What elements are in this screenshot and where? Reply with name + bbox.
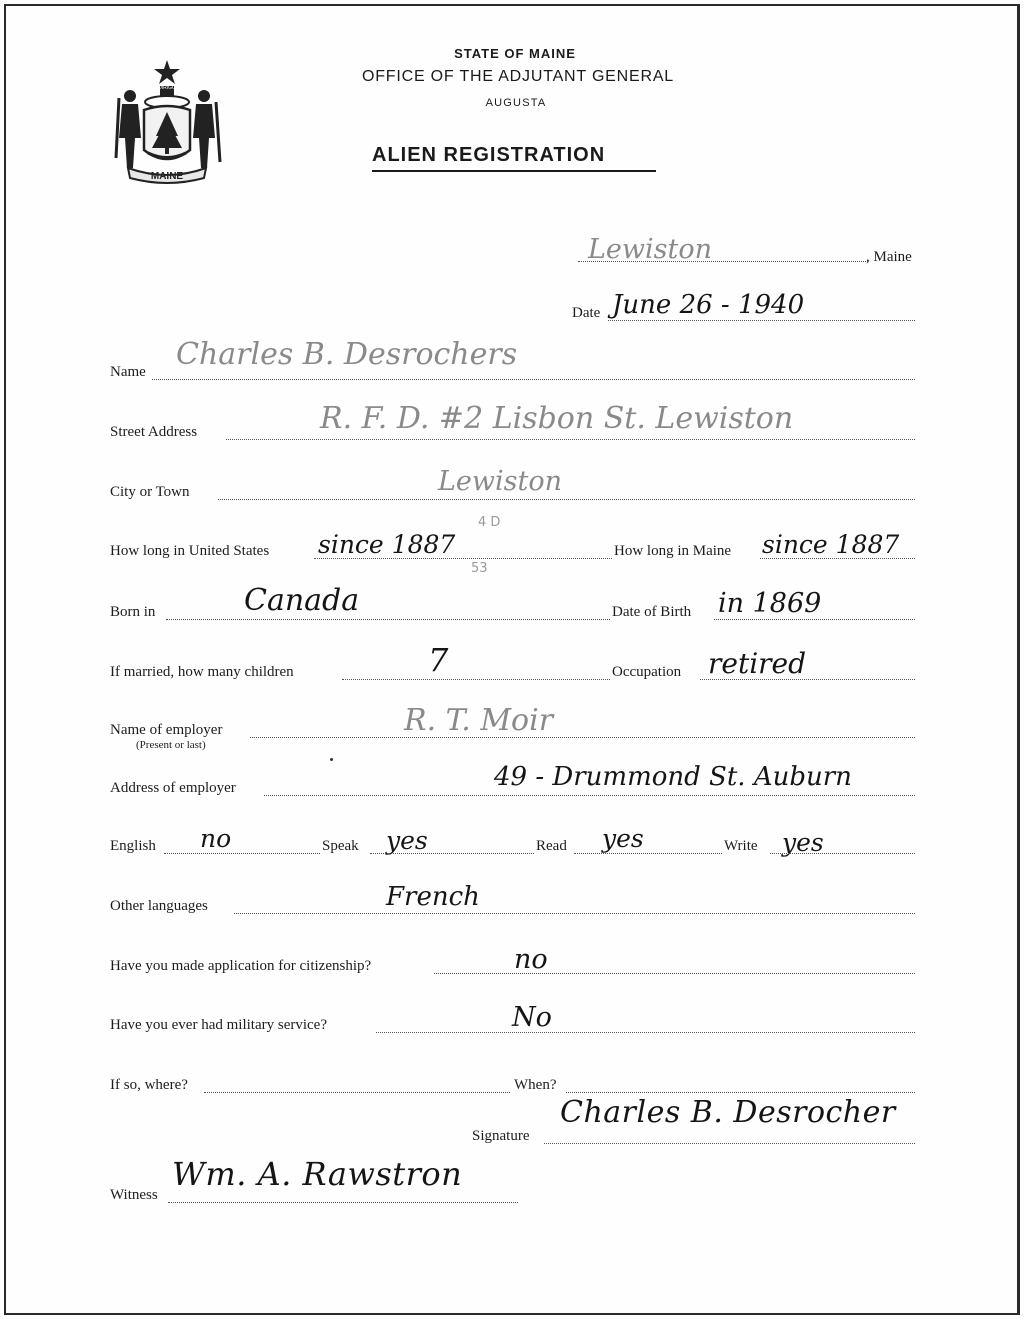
how-long-us-label: How long in United States: [110, 543, 270, 559]
town-line: [578, 261, 868, 262]
date-of-birth-label: Date of Birth: [612, 604, 692, 620]
english-value: no: [200, 824, 232, 853]
header-office: OFFICE OF THE ADJUTANT GENERAL: [361, 68, 675, 85]
employer-address-line: [264, 795, 915, 796]
employer-name-label: Name of employer: [110, 722, 223, 738]
occupation-value: retired: [708, 647, 807, 680]
how-long-us-value: since 1887: [318, 530, 456, 559]
witness-value: Wm. A. Rawstron: [172, 1155, 463, 1193]
when-label: When?: [514, 1077, 557, 1093]
town-suffix-label: , Maine: [866, 249, 912, 265]
date-of-birth-line: [714, 619, 915, 620]
signature-value: Charles B. Desrocher: [560, 1095, 896, 1130]
where-label: If so, where?: [110, 1077, 188, 1093]
how-long-maine-value: since 1887: [762, 530, 900, 559]
name-line: [152, 379, 915, 380]
children-value: 7: [428, 641, 449, 679]
born-in-value: Canada: [244, 583, 360, 618]
date-line: [608, 320, 915, 321]
occupation-label: Occupation: [612, 664, 682, 680]
military-value: No: [512, 1002, 552, 1033]
how-long-us-line: [314, 558, 612, 559]
employer-address-value: 49 - Drummond St. Auburn: [494, 762, 852, 792]
seal-banner-text: MAINE: [150, 171, 184, 182]
born-in-line: [166, 619, 610, 620]
city-label: City or Town: [110, 484, 190, 500]
read-value: yes: [602, 824, 644, 853]
name-value: Charles B. Desrochers: [176, 337, 518, 372]
city-line: [218, 499, 915, 500]
citizenship-value: no: [514, 944, 548, 975]
employer-address-label: Address of employer: [110, 780, 236, 796]
read-line: [574, 853, 722, 854]
military-line: [376, 1032, 915, 1033]
witness-label: Witness: [110, 1187, 158, 1203]
street-address-label: Street Address: [110, 424, 198, 440]
english-line: [164, 853, 320, 854]
street-address-value: R. F. D. #2 Lisbon St. Lewiston: [320, 401, 794, 436]
street-address-line: [226, 439, 915, 440]
citizenship-line: [434, 973, 915, 974]
pencil-note-1: 4 D: [478, 515, 501, 530]
english-label: English: [110, 838, 156, 854]
speak-line: [370, 853, 534, 854]
other-languages-line: [234, 913, 915, 914]
employer-name-value: R. T. Moir: [404, 703, 554, 738]
city-value: Lewiston: [438, 466, 563, 497]
name-label: Name: [110, 364, 146, 380]
witness-line: [168, 1202, 518, 1203]
when-line: [566, 1092, 915, 1093]
military-label: Have you ever had military service?: [110, 1017, 327, 1033]
employer-name-sublabel: (Present or last): [136, 739, 206, 751]
write-value: yes: [782, 828, 824, 857]
header-state: STATE OF MAINE: [454, 46, 576, 61]
form-title-underline: [372, 170, 656, 172]
speak-label: Speak: [322, 838, 359, 854]
children-line: [342, 679, 610, 680]
how-long-maine-line: [760, 558, 915, 559]
write-label: Write: [724, 838, 758, 854]
date-label: Date: [572, 305, 601, 321]
town-value: Lewiston: [588, 234, 713, 265]
signature-line: [544, 1143, 915, 1144]
children-label: If married, how many children: [110, 664, 294, 680]
form-title: ALIEN REGISTRATION: [372, 144, 606, 166]
citizenship-label: Have you made application for citizenship?: [110, 958, 372, 974]
speak-value: yes: [386, 826, 428, 855]
write-line: [770, 853, 915, 854]
other-languages-label: Other languages: [110, 898, 208, 914]
how-long-maine-label: How long in Maine: [614, 543, 732, 559]
seal-motto-text: DIRIGO: [158, 85, 176, 91]
ink-speck: [330, 758, 333, 761]
where-line: [204, 1092, 510, 1093]
date-value: June 26 - 1940: [612, 290, 805, 320]
other-languages-value: French: [386, 882, 480, 912]
pencil-note-2: 53: [471, 561, 488, 576]
signature-label: Signature: [472, 1128, 530, 1144]
born-in-label: Born in: [110, 604, 156, 620]
occupation-line: [700, 679, 915, 680]
read-label: Read: [536, 838, 567, 854]
date-of-birth-value: in 1869: [718, 588, 822, 619]
employer-name-line: [250, 737, 915, 738]
header-city: AUGUSTA: [485, 97, 547, 109]
